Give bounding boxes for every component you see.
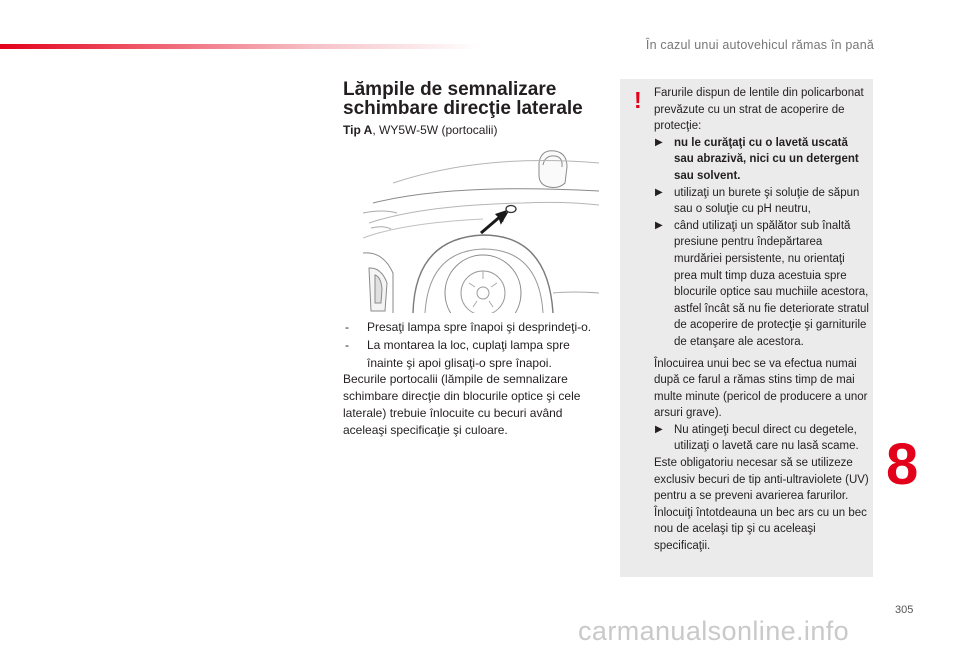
chapter-number: 8 [886,432,919,497]
page-number: 305 [895,604,914,616]
warning-bullet-text: nu le curăţaţi cu o lavetă uscată sau abrazivă, nici cu un detergent sau solvent. [674,136,859,182]
side-indicator-illustration [363,143,599,313]
warning-content [654,85,869,555]
watermark-text: carmanualsonline.info [578,616,850,646]
step-text: La montarea la loc, cuplaţi lampa spre înainte şi apoi glisaţi-o spre înapoi. [367,338,570,370]
bullet-arrow-icon [655,422,663,439]
bulb-type-label: Tip A [343,123,373,137]
bullet-arrow-icon [655,218,663,235]
warning-paragraph: Înlocuirea unui bec se va efectua numai după ce farul a rămas stins timp de mai multe minute (pericol de producere a unor arsuri grave). [654,357,868,420]
warning-bullet [654,185,869,218]
warning-bullet [654,422,869,455]
warning-intro: Farurile dispun de lentile din policarbonat prevăzute cu un strat de acoperire de protecţie: [654,87,864,133]
procedure-steps [343,318,605,372]
warning-paragraph: Este obligatoriu necesar să se utilizeze exclusiv becuri de tip anti-ultraviolete (UV) pentru a se preveni avarierea farurilor. [654,457,869,503]
step-dash: - [345,338,349,352]
warning-exclamation-icon: ! [634,87,642,113]
warning-paragraph: Înlocuiţi întotdeauna un bec ars cu un bec nou de acelaşi tip şi cu aceleaşi specificaţii. [654,506,867,553]
warning-bullet [654,218,869,351]
bulb-type-line [343,123,497,137]
step-dash: - [345,320,349,334]
warning-bullet [654,135,869,185]
section-title: Lămpile de semnalizare schimbare direcţie laterale [343,79,583,119]
warning-box [620,79,873,577]
bulb-replacement-paragraph: Becurile portocalii (lămpile de semnalizare schimbare direcţie din blocurile optice şi cele laterale) trebuie înlocuite cu becuri având aceleaşi specificaţie şi culoare. [343,372,581,437]
step-item [343,318,605,336]
bullet-arrow-icon [655,135,663,152]
header-accent-bar [0,44,480,49]
step-text: Presaţi lampa spre înapoi şi desprindeţi-o. [367,320,592,334]
bullet-arrow-icon [655,185,663,202]
bulb-type-value: , WY5W-5W (portocalii) [372,123,498,137]
step-item [343,336,605,372]
warning-bullet-text: utilizaţi un burete şi soluţie de săpun sau o soluţie cu pH neutru, [674,186,860,216]
chapter-header-title: În cazul unui autovehicul rămas în pană [645,38,874,52]
warning-bullet-text: Nu atingeţi becul direct cu degetele, utilizaţi o lavetă care nu lasă scame. [674,423,859,453]
warning-bullet-text: când utilizaţi un spălător sub înaltă presiune pentru îndepărtarea murdăriei persistente, nu orientaţi prea mult timp duza acestuia spre blocurile optice sau muchiile acestora, astfel încât să nu fie deteriorate stratul de acoperire de protecţie şi garniturile de etanşare ale acestora. [674,219,869,348]
